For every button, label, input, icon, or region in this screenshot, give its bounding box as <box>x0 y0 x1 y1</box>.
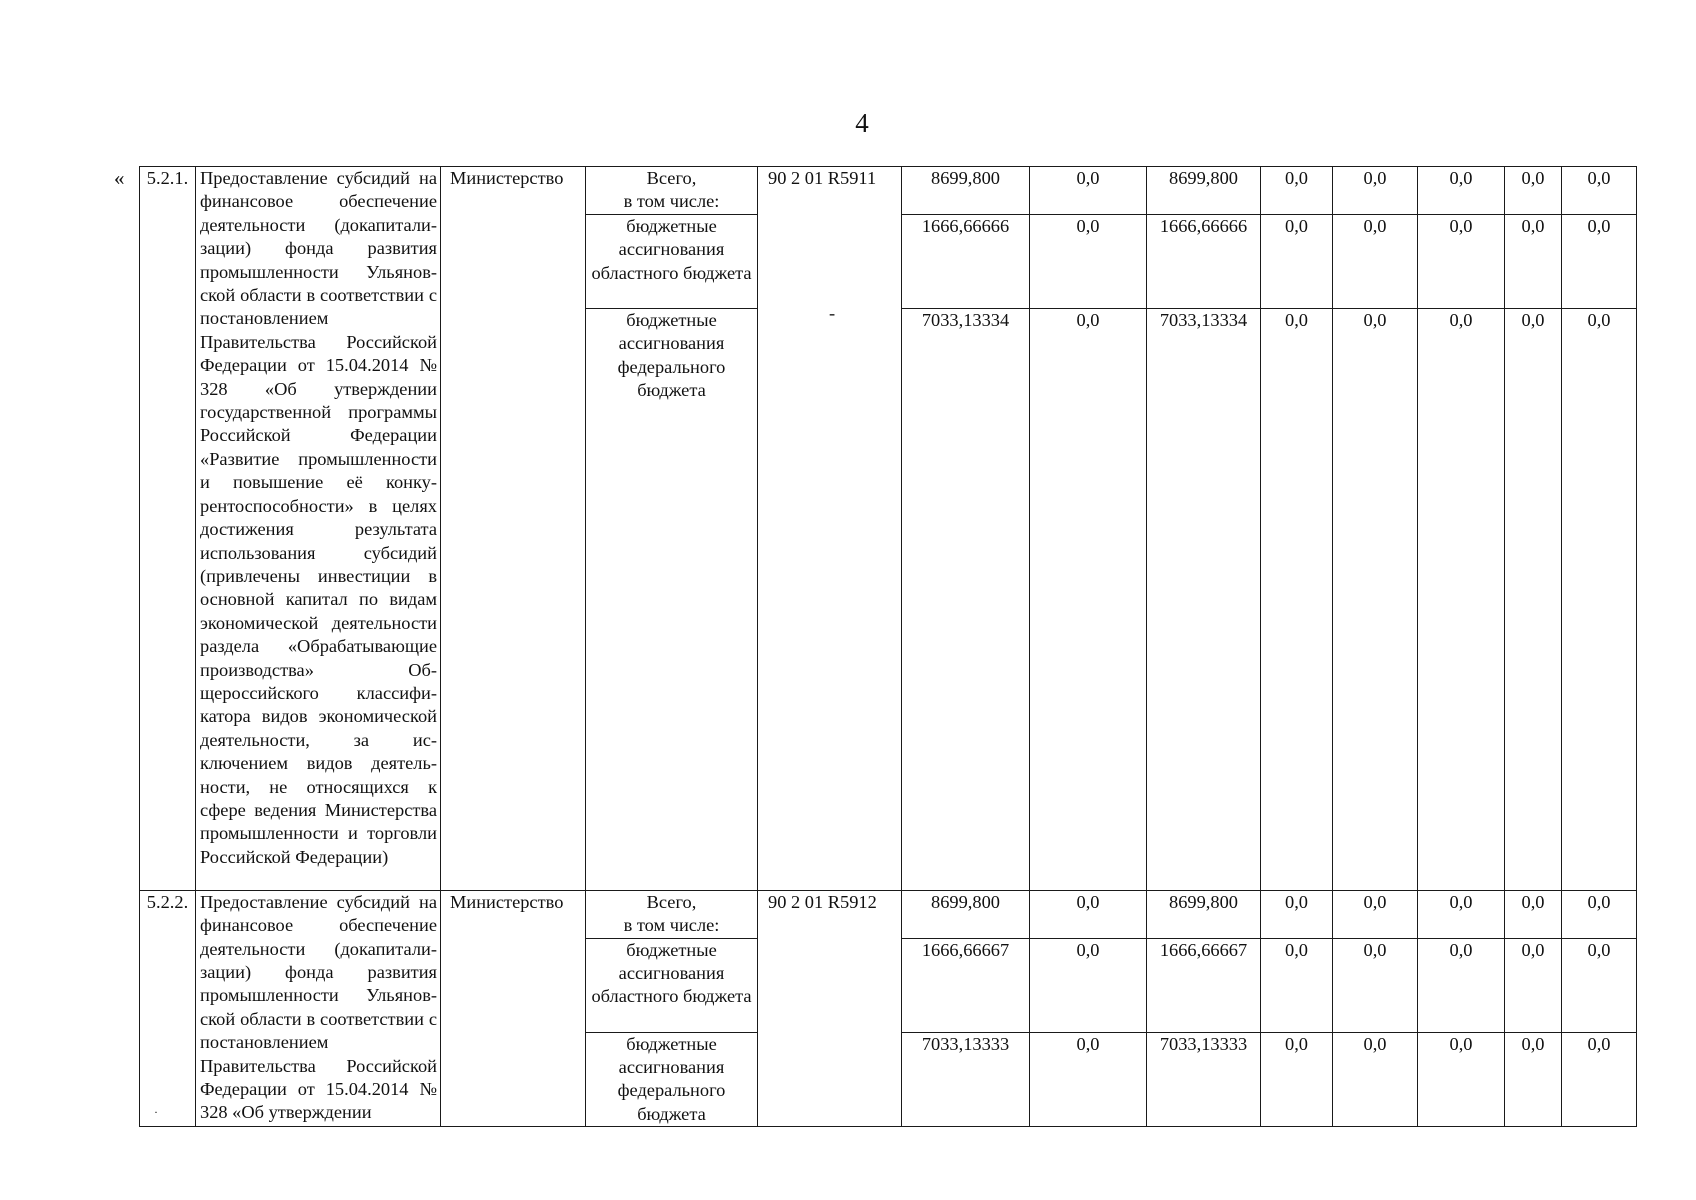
amount-total: 8699,800 <box>902 890 1030 938</box>
amount-cell: 0,0 <box>1418 308 1505 890</box>
amount-total: 1666,66667 <box>902 938 1030 1032</box>
page-number: 4 <box>855 108 869 138</box>
amount-cell: 0,0 <box>1261 167 1333 215</box>
amount-cell: 0,0 <box>1030 1032 1147 1127</box>
item-executor: Министерство <box>441 167 586 891</box>
amount-cell: 0,0 <box>1333 938 1418 1032</box>
amount-cell: 0,0 <box>1261 890 1333 938</box>
amount-cell: 0,0 <box>1505 1032 1562 1127</box>
funding-source-label: бюджетные ассигнования областного бюджета <box>586 938 758 1032</box>
amount-cell: 8699,800 <box>1147 890 1261 938</box>
amount-cell: 7033,13333 <box>1147 1032 1261 1127</box>
amount-cell: 0,0 <box>1261 214 1333 308</box>
amount-cell: 0,0 <box>1418 167 1505 215</box>
amount-cell: 0,0 <box>1030 214 1147 308</box>
amount-cell: 1666,66666 <box>1147 214 1261 308</box>
funding-source-label: Всего, в том числе: <box>586 167 758 215</box>
amount-cell: 0,0 <box>1333 1032 1418 1127</box>
amount-cell: 0,0 <box>1333 890 1418 938</box>
amount-cell: 0,0 <box>1030 890 1147 938</box>
amount-cell: 0,0 <box>1261 308 1333 890</box>
amount-cell: 0,0 <box>1261 1032 1333 1127</box>
opening-quote-mark: « <box>114 166 125 190</box>
amount-cell: 0,0 <box>1562 890 1637 938</box>
funding-source-label: Всего, в том числе: <box>586 890 758 938</box>
budget-code <box>758 167 902 891</box>
amount-cell: 0,0 <box>1418 890 1505 938</box>
amount-cell: 0,0 <box>1418 938 1505 1032</box>
amount-cell: 0,0 <box>1030 167 1147 215</box>
funding-source-label: бюджетные ассигнования федерального бюджета <box>586 1032 758 1127</box>
amount-cell: 0,0 <box>1030 938 1147 1032</box>
amount-cell: 0,0 <box>1562 167 1637 215</box>
amount-cell: 0,0 <box>1562 938 1637 1032</box>
amount-cell: 1666,66667 <box>1147 938 1261 1032</box>
amount-cell: 0,0 <box>1505 214 1562 308</box>
table-row <box>140 167 1637 215</box>
item-description: Предоставление субсидий на финансовое обеспечение деятельности (докапитализации) фонда развития промышленности Ульяновской области в соответствии с постановлением Правительства Российской Федерации от 15.04.2014 № 328 «Об утверждении <box>196 890 441 1126</box>
amount-cell: 0,0 <box>1333 308 1418 890</box>
item-number: 5.2.2. <box>140 890 196 1126</box>
budget-table <box>139 166 1637 1127</box>
amount-cell: 7033,13334 <box>1147 308 1261 890</box>
amount-total: 8699,800 <box>902 167 1030 215</box>
amount-cell: 0,0 <box>1030 308 1147 890</box>
table-row <box>140 890 1637 938</box>
budget-code-value: 90 2 01 R5911 <box>768 168 877 188</box>
amount-cell: 0,0 <box>1562 214 1637 308</box>
item-number: 5.2.1. <box>140 167 196 891</box>
amount-cell: 0,0 <box>1418 1032 1505 1127</box>
amount-total: 1666,66666 <box>902 214 1030 308</box>
amount-cell: 0,0 <box>1562 308 1637 890</box>
amount-cell: 0,0 <box>1261 938 1333 1032</box>
amount-cell: 0,0 <box>1505 308 1562 890</box>
amount-cell: 0,0 <box>1562 1032 1637 1127</box>
amount-cell: 0,0 <box>1333 167 1418 215</box>
stray-mark: · <box>154 1105 158 1119</box>
amount-cell: 0,0 <box>1418 214 1505 308</box>
amount-cell: 0,0 <box>1505 938 1562 1032</box>
amount-total: 7033,13334 <box>902 308 1030 890</box>
amount-cell: 0,0 <box>1505 890 1562 938</box>
funding-source-label: бюджетные ассигнования областного бюджета <box>586 214 758 308</box>
budget-code: 90 2 01 R5912 <box>758 890 902 1126</box>
item-executor: Министерство <box>441 890 586 1126</box>
item-description: Предоставление субсидий на финансовое обеспечение деятельности (докапитализации) фонда развития промышленности Ульяновской области в соответствии с постановлением Правительства Российской Федерации от 15.04.2014 № 328 «Об утверждении государственной программы Российской Федерации «Развитие промышленности и повышение её конкурентоспособности» в целях достижения результата использования субсидий (привлечены инвестиции в основной капитал по видам экономической деятельности раздела «Обрабатывающие производства» Общероссийского классификатора видов экономической деятельности, за исключением видов деятельности, не относящихся к сфере ведения Министерства промышленности и торговли Российской Федерации) <box>196 167 441 891</box>
amount-total: 7033,13333 <box>902 1032 1030 1127</box>
amount-cell: 0,0 <box>1505 167 1562 215</box>
funding-source-label: бюджетные ассигнования федерального бюджета <box>586 308 758 890</box>
amount-cell: 0,0 <box>1333 214 1418 308</box>
amount-cell: 8699,800 <box>1147 167 1261 215</box>
separator-dash: - <box>828 303 836 324</box>
